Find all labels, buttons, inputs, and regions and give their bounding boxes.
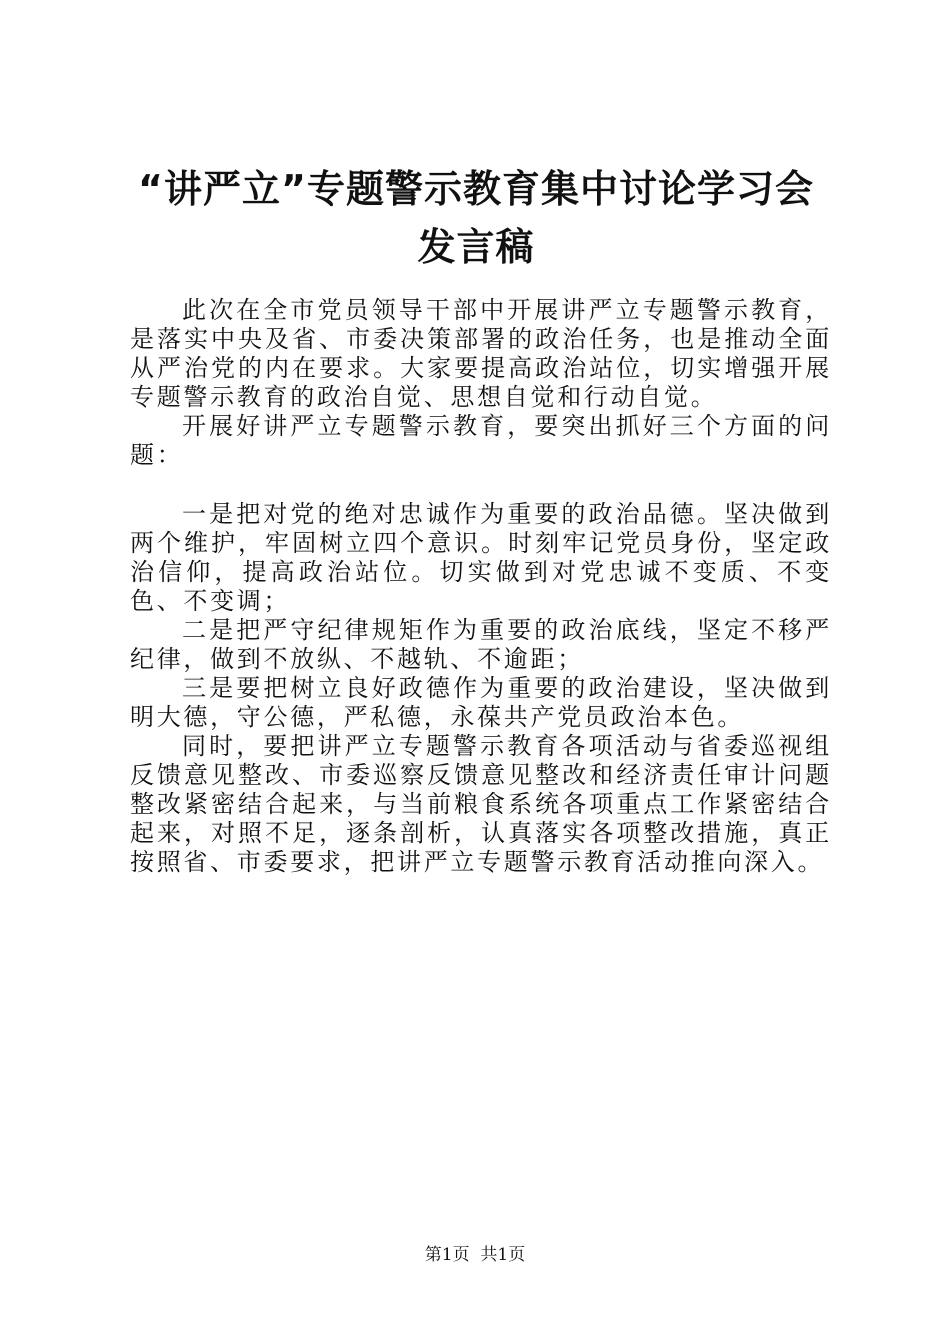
document-body xyxy=(130,296,832,877)
page-footer xyxy=(0,1243,950,1267)
paragraph-overview: 开展好讲严立专题警示教育，要突出抓好三个方面的问题： xyxy=(130,412,832,469)
paragraph-point-three: 三是要把树立良好政德作为重要的政治建设，坚决做到明大德，守公德，严私德，永葆共产党员政治本色。 xyxy=(130,674,832,731)
page-number: 第1页 xyxy=(424,1245,470,1265)
page-total: 共1页 xyxy=(480,1245,526,1265)
paragraph-gap xyxy=(130,470,832,500)
paragraph-intro: 此次在全市党员领导干部中开展讲严立专题警示教育，是落实中央及省、市委决策部署的政治任务，也是推动全面从严治党的内在要求。大家要提高政治站位，切实增强开展专题警示教育的政治自觉、思想自觉和行动自觉。 xyxy=(130,296,832,411)
document-title: “讲严立”专题警示教育集中讨论学习会发言稿 xyxy=(138,167,814,269)
paragraph-conclusion: 同时，要把讲严立专题警示教育各项活动与省委巡视组反馈意见整改、市委巡察反馈意见整改和经济责任审计问题整改紧密结合起来，与当前粮食系统各项重点工作紧密结合起来，对照不足，逐条剖析，认真落实各项整改措施，真正按照省、市委要求，把讲严立专题警示教育活动推向深入。 xyxy=(130,732,832,876)
paragraph-point-two: 二是把严守纪律规矩作为重要的政治底线，坚定不移严纪律，做到不放纵、不越轨、不逾距； xyxy=(130,616,832,673)
footer-spacer xyxy=(470,1245,481,1265)
paragraph-point-one: 一是把对党的绝对忠诚作为重要的政治品德。坚决做到两个维护，牢固树立四个意识。时刻牢记党员身份，坚定政治信仰，提高政治站位。切实做到对党忠诚不变质、不变色、不变调； xyxy=(130,500,832,615)
